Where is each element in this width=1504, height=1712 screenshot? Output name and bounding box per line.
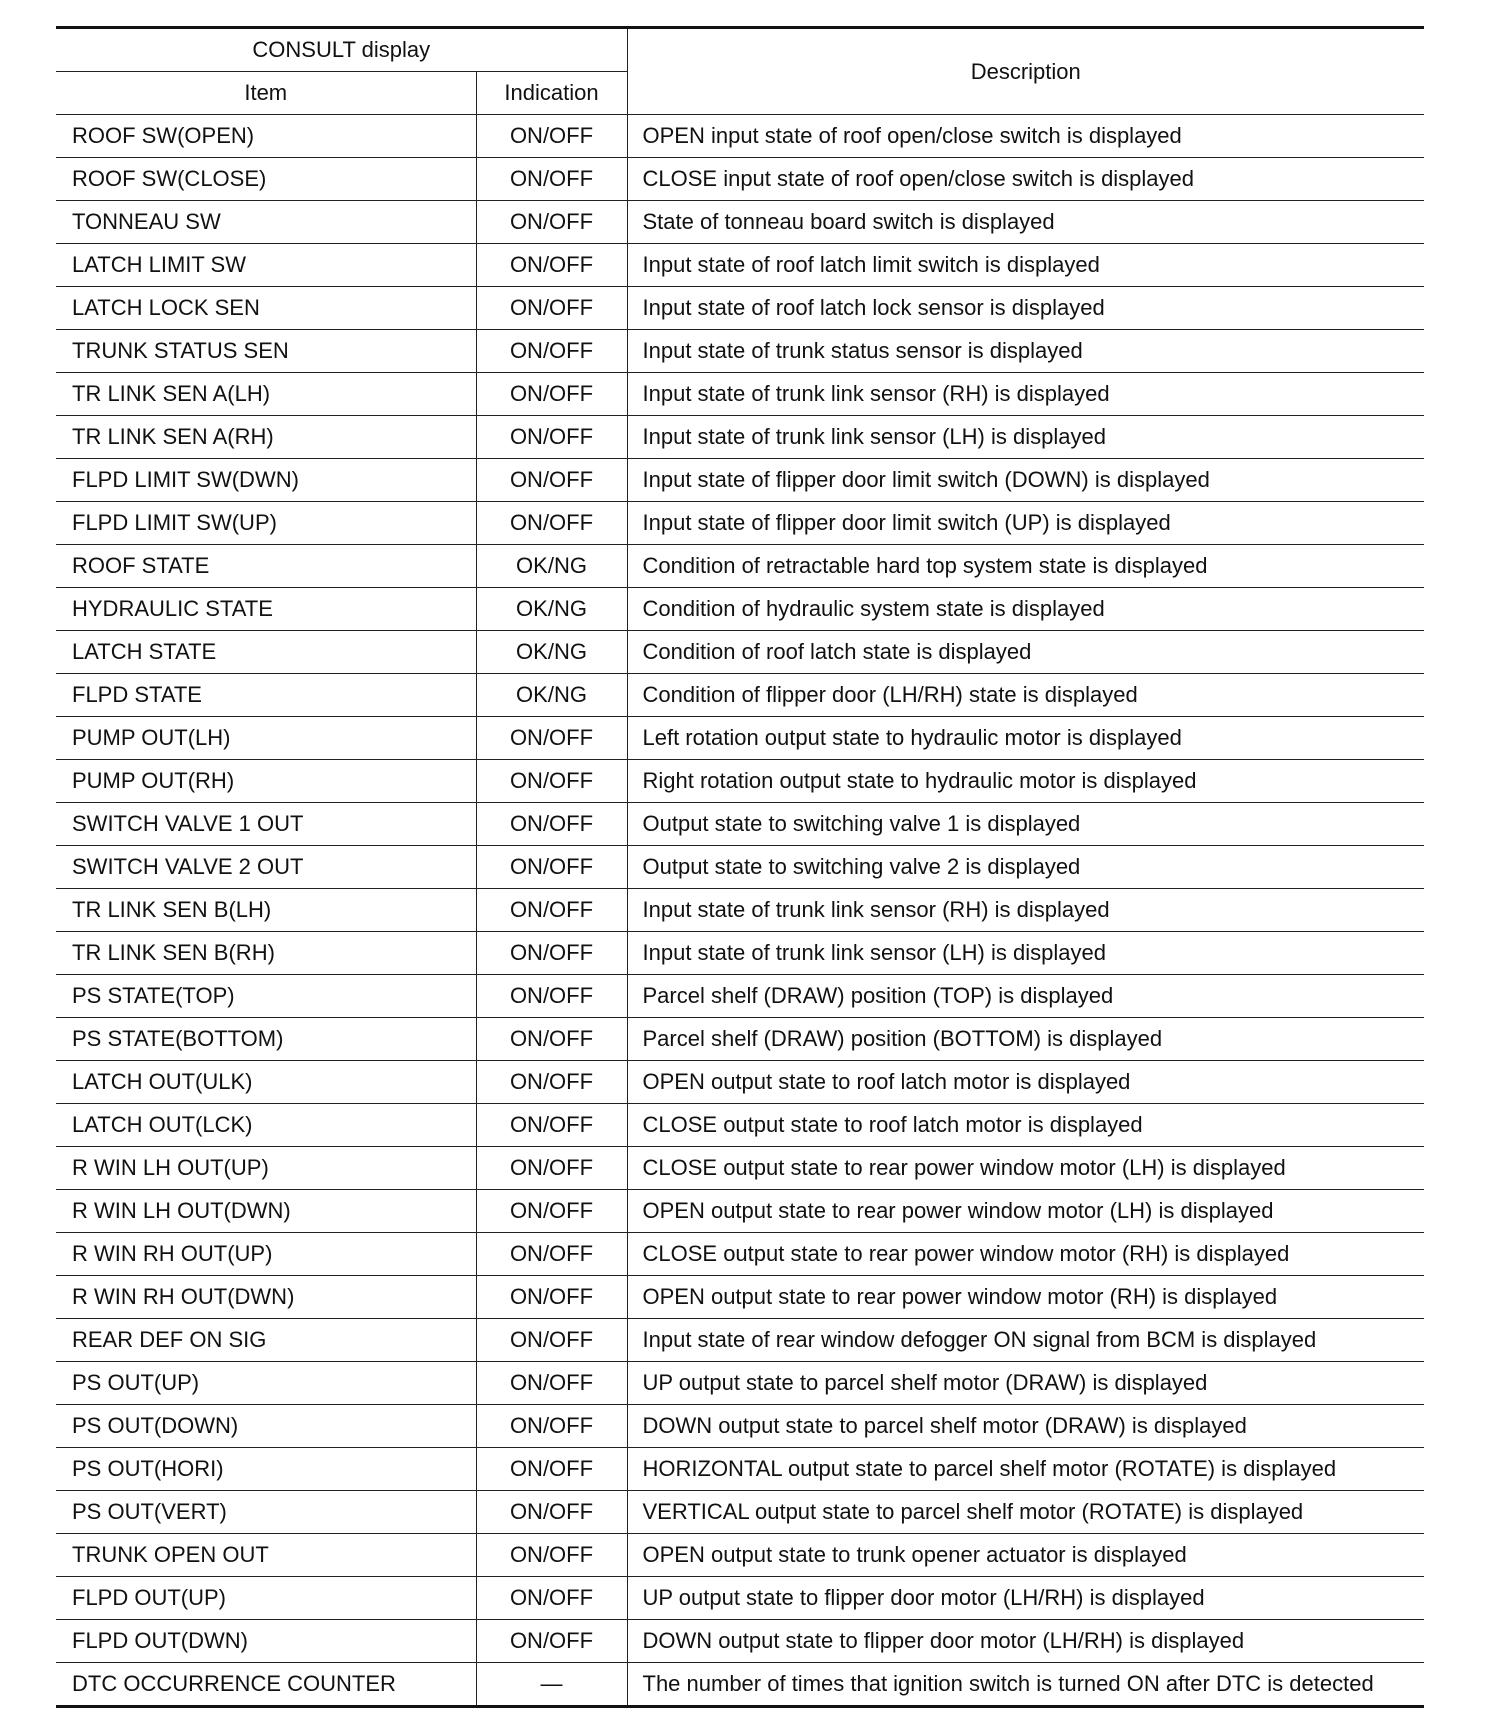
item-cell: PS STATE(TOP)	[56, 975, 476, 1018]
indication-cell: ON/OFF	[476, 201, 627, 244]
item-cell: LATCH OUT(ULK)	[56, 1061, 476, 1104]
indication-header: Indication	[476, 72, 627, 115]
consult-display-table	[56, 26, 1424, 1708]
table-row	[56, 631, 1424, 674]
table-row	[56, 330, 1424, 373]
description-cell: OPEN output state to trunk opener actuator is displayed	[627, 1534, 1424, 1577]
description-cell: Input state of roof latch limit switch is displayed	[627, 244, 1424, 287]
description-cell: Input state of flipper door limit switch (UP) is displayed	[627, 502, 1424, 545]
indication-cell: ON/OFF	[476, 502, 627, 545]
indication-cell: ON/OFF	[476, 1190, 627, 1233]
indication-cell: ON/OFF	[476, 1104, 627, 1147]
item-cell: ROOF SW(CLOSE)	[56, 158, 476, 201]
table-row	[56, 1319, 1424, 1362]
table-row	[56, 674, 1424, 717]
table-row	[56, 287, 1424, 330]
table-row	[56, 1276, 1424, 1319]
table-body	[56, 115, 1424, 1707]
indication-cell: ON/OFF	[476, 1620, 627, 1663]
table-row	[56, 1663, 1424, 1707]
description-cell: Input state of roof latch lock sensor is displayed	[627, 287, 1424, 330]
item-cell: LATCH STATE	[56, 631, 476, 674]
item-cell: LATCH LOCK SEN	[56, 287, 476, 330]
description-cell: Input state of trunk link sensor (LH) is displayed	[627, 416, 1424, 459]
indication-cell: ON/OFF	[476, 803, 627, 846]
description-cell: OPEN output state to rear power window motor (RH) is displayed	[627, 1276, 1424, 1319]
table-row	[56, 1061, 1424, 1104]
indication-cell: ON/OFF	[476, 158, 627, 201]
description-cell: Input state of trunk link sensor (LH) is displayed	[627, 932, 1424, 975]
description-cell: Condition of flipper door (LH/RH) state is displayed	[627, 674, 1424, 717]
item-cell: ROOF STATE	[56, 545, 476, 588]
table-row	[56, 201, 1424, 244]
table-row	[56, 588, 1424, 631]
item-cell: TRUNK STATUS SEN	[56, 330, 476, 373]
item-cell: FLPD OUT(UP)	[56, 1577, 476, 1620]
indication-cell: ON/OFF	[476, 1534, 627, 1577]
item-cell: SWITCH VALVE 1 OUT	[56, 803, 476, 846]
indication-cell: ON/OFF	[476, 1448, 627, 1491]
item-cell: TONNEAU SW	[56, 201, 476, 244]
item-cell: TR LINK SEN A(LH)	[56, 373, 476, 416]
item-cell: PS STATE(BOTTOM)	[56, 1018, 476, 1061]
table-row	[56, 803, 1424, 846]
table-row	[56, 846, 1424, 889]
indication-cell: OK/NG	[476, 631, 627, 674]
table-row	[56, 1448, 1424, 1491]
item-cell: TR LINK SEN B(RH)	[56, 932, 476, 975]
item-cell: R WIN RH OUT(UP)	[56, 1233, 476, 1276]
item-cell: TR LINK SEN A(RH)	[56, 416, 476, 459]
description-cell: Output state to switching valve 2 is displayed	[627, 846, 1424, 889]
table-row	[56, 545, 1424, 588]
description-cell: DOWN output state to flipper door motor (LH/RH) is displayed	[627, 1620, 1424, 1663]
description-cell: CLOSE output state to rear power window motor (LH) is displayed	[627, 1147, 1424, 1190]
item-cell: FLPD LIMIT SW(UP)	[56, 502, 476, 545]
item-cell: REAR DEF ON SIG	[56, 1319, 476, 1362]
table-row	[56, 373, 1424, 416]
indication-cell: ON/OFF	[476, 115, 627, 158]
item-cell: LATCH LIMIT SW	[56, 244, 476, 287]
description-cell: HORIZONTAL output state to parcel shelf motor (ROTATE) is displayed	[627, 1448, 1424, 1491]
description-cell: CLOSE input state of roof open/close switch is displayed	[627, 158, 1424, 201]
description-cell: Right rotation output state to hydraulic motor is displayed	[627, 760, 1424, 803]
item-cell: R WIN LH OUT(UP)	[56, 1147, 476, 1190]
description-cell: Input state of flipper door limit switch (DOWN) is displayed	[627, 459, 1424, 502]
item-cell: FLPD LIMIT SW(DWN)	[56, 459, 476, 502]
item-cell: DTC OCCURRENCE COUNTER	[56, 1663, 476, 1707]
description-cell: Left rotation output state to hydraulic motor is displayed	[627, 717, 1424, 760]
indication-cell: ON/OFF	[476, 846, 627, 889]
indication-cell: ON/OFF	[476, 244, 627, 287]
item-cell: TRUNK OPEN OUT	[56, 1534, 476, 1577]
indication-cell: ON/OFF	[476, 459, 627, 502]
description-cell: CLOSE output state to roof latch motor is displayed	[627, 1104, 1424, 1147]
indication-cell: ON/OFF	[476, 932, 627, 975]
indication-cell: ON/OFF	[476, 1233, 627, 1276]
description-cell: Condition of hydraulic system state is displayed	[627, 588, 1424, 631]
description-header: Description	[627, 28, 1424, 115]
table-header	[56, 28, 1424, 115]
item-cell: FLPD STATE	[56, 674, 476, 717]
consult-display-header: CONSULT display	[56, 28, 627, 72]
item-cell: PS OUT(DOWN)	[56, 1405, 476, 1448]
item-cell: TR LINK SEN B(LH)	[56, 889, 476, 932]
table-row	[56, 416, 1424, 459]
indication-cell: ON/OFF	[476, 717, 627, 760]
description-cell: CLOSE output state to rear power window motor (RH) is displayed	[627, 1233, 1424, 1276]
description-cell: Condition of roof latch state is displayed	[627, 631, 1424, 674]
indication-cell: ON/OFF	[476, 1577, 627, 1620]
description-cell: UP output state to flipper door motor (LH/RH) is displayed	[627, 1577, 1424, 1620]
description-cell: Input state of rear window defogger ON signal from BCM is displayed	[627, 1319, 1424, 1362]
description-cell: UP output state to parcel shelf motor (DRAW) is displayed	[627, 1362, 1424, 1405]
item-cell: PUMP OUT(RH)	[56, 760, 476, 803]
table-row	[56, 932, 1424, 975]
indication-cell: ON/OFF	[476, 1276, 627, 1319]
item-cell: R WIN LH OUT(DWN)	[56, 1190, 476, 1233]
indication-cell: ON/OFF	[476, 287, 627, 330]
indication-cell: ON/OFF	[476, 1405, 627, 1448]
item-cell: SWITCH VALVE 2 OUT	[56, 846, 476, 889]
table-row	[56, 158, 1424, 201]
indication-cell: ON/OFF	[476, 889, 627, 932]
description-cell: Parcel shelf (DRAW) position (TOP) is displayed	[627, 975, 1424, 1018]
table-row	[56, 1190, 1424, 1233]
table-row	[56, 1577, 1424, 1620]
table-row	[56, 717, 1424, 760]
description-cell: Output state to switching valve 1 is displayed	[627, 803, 1424, 846]
table-row	[56, 1491, 1424, 1534]
description-cell: State of tonneau board switch is displayed	[627, 201, 1424, 244]
indication-cell: OK/NG	[476, 674, 627, 717]
table-row	[56, 1362, 1424, 1405]
indication-cell: OK/NG	[476, 588, 627, 631]
indication-cell: ON/OFF	[476, 760, 627, 803]
table-row	[56, 1104, 1424, 1147]
indication-cell: ON/OFF	[476, 1491, 627, 1534]
item-cell: FLPD OUT(DWN)	[56, 1620, 476, 1663]
item-cell: PS OUT(VERT)	[56, 1491, 476, 1534]
table-row	[56, 1018, 1424, 1061]
indication-cell: ON/OFF	[476, 1147, 627, 1190]
indication-cell: ON/OFF	[476, 1018, 627, 1061]
table-row	[56, 1534, 1424, 1577]
item-cell: LATCH OUT(LCK)	[56, 1104, 476, 1147]
item-cell: PS OUT(UP)	[56, 1362, 476, 1405]
item-cell: HYDRAULIC STATE	[56, 588, 476, 631]
indication-cell: ON/OFF	[476, 330, 627, 373]
description-cell: VERTICAL output state to parcel shelf motor (ROTATE) is displayed	[627, 1491, 1424, 1534]
table-row	[56, 889, 1424, 932]
description-cell: OPEN output state to roof latch motor is displayed	[627, 1061, 1424, 1104]
indication-cell: ON/OFF	[476, 1319, 627, 1362]
description-cell: Input state of trunk status sensor is displayed	[627, 330, 1424, 373]
item-cell: PS OUT(HORI)	[56, 1448, 476, 1491]
table-row	[56, 1147, 1424, 1190]
description-cell: DOWN output state to parcel shelf motor (DRAW) is displayed	[627, 1405, 1424, 1448]
table-row	[56, 244, 1424, 287]
indication-cell: ON/OFF	[476, 1061, 627, 1104]
table-row	[56, 502, 1424, 545]
description-cell: Parcel shelf (DRAW) position (BOTTOM) is displayed	[627, 1018, 1424, 1061]
description-cell: OPEN output state to rear power window motor (LH) is displayed	[627, 1190, 1424, 1233]
item-cell: R WIN RH OUT(DWN)	[56, 1276, 476, 1319]
table-row	[56, 760, 1424, 803]
table-row	[56, 975, 1424, 1018]
indication-cell: ON/OFF	[476, 975, 627, 1018]
description-cell: The number of times that ignition switch is turned ON after DTC is detected	[627, 1663, 1424, 1707]
indication-cell: ON/OFF	[476, 1362, 627, 1405]
indication-cell: ON/OFF	[476, 416, 627, 459]
indication-cell: —	[476, 1663, 627, 1707]
header-row-group	[56, 28, 1424, 72]
indication-cell: OK/NG	[476, 545, 627, 588]
item-cell: PUMP OUT(LH)	[56, 717, 476, 760]
table-row	[56, 1620, 1424, 1663]
table-row	[56, 1233, 1424, 1276]
table-row	[56, 459, 1424, 502]
description-cell: Condition of retractable hard top system state is displayed	[627, 545, 1424, 588]
item-header: Item	[56, 72, 476, 115]
description-cell: OPEN input state of roof open/close switch is displayed	[627, 115, 1424, 158]
description-cell: Input state of trunk link sensor (RH) is displayed	[627, 889, 1424, 932]
indication-cell: ON/OFF	[476, 373, 627, 416]
table-row	[56, 115, 1424, 158]
item-cell: ROOF SW(OPEN)	[56, 115, 476, 158]
description-cell: Input state of trunk link sensor (RH) is displayed	[627, 373, 1424, 416]
table-row	[56, 1405, 1424, 1448]
